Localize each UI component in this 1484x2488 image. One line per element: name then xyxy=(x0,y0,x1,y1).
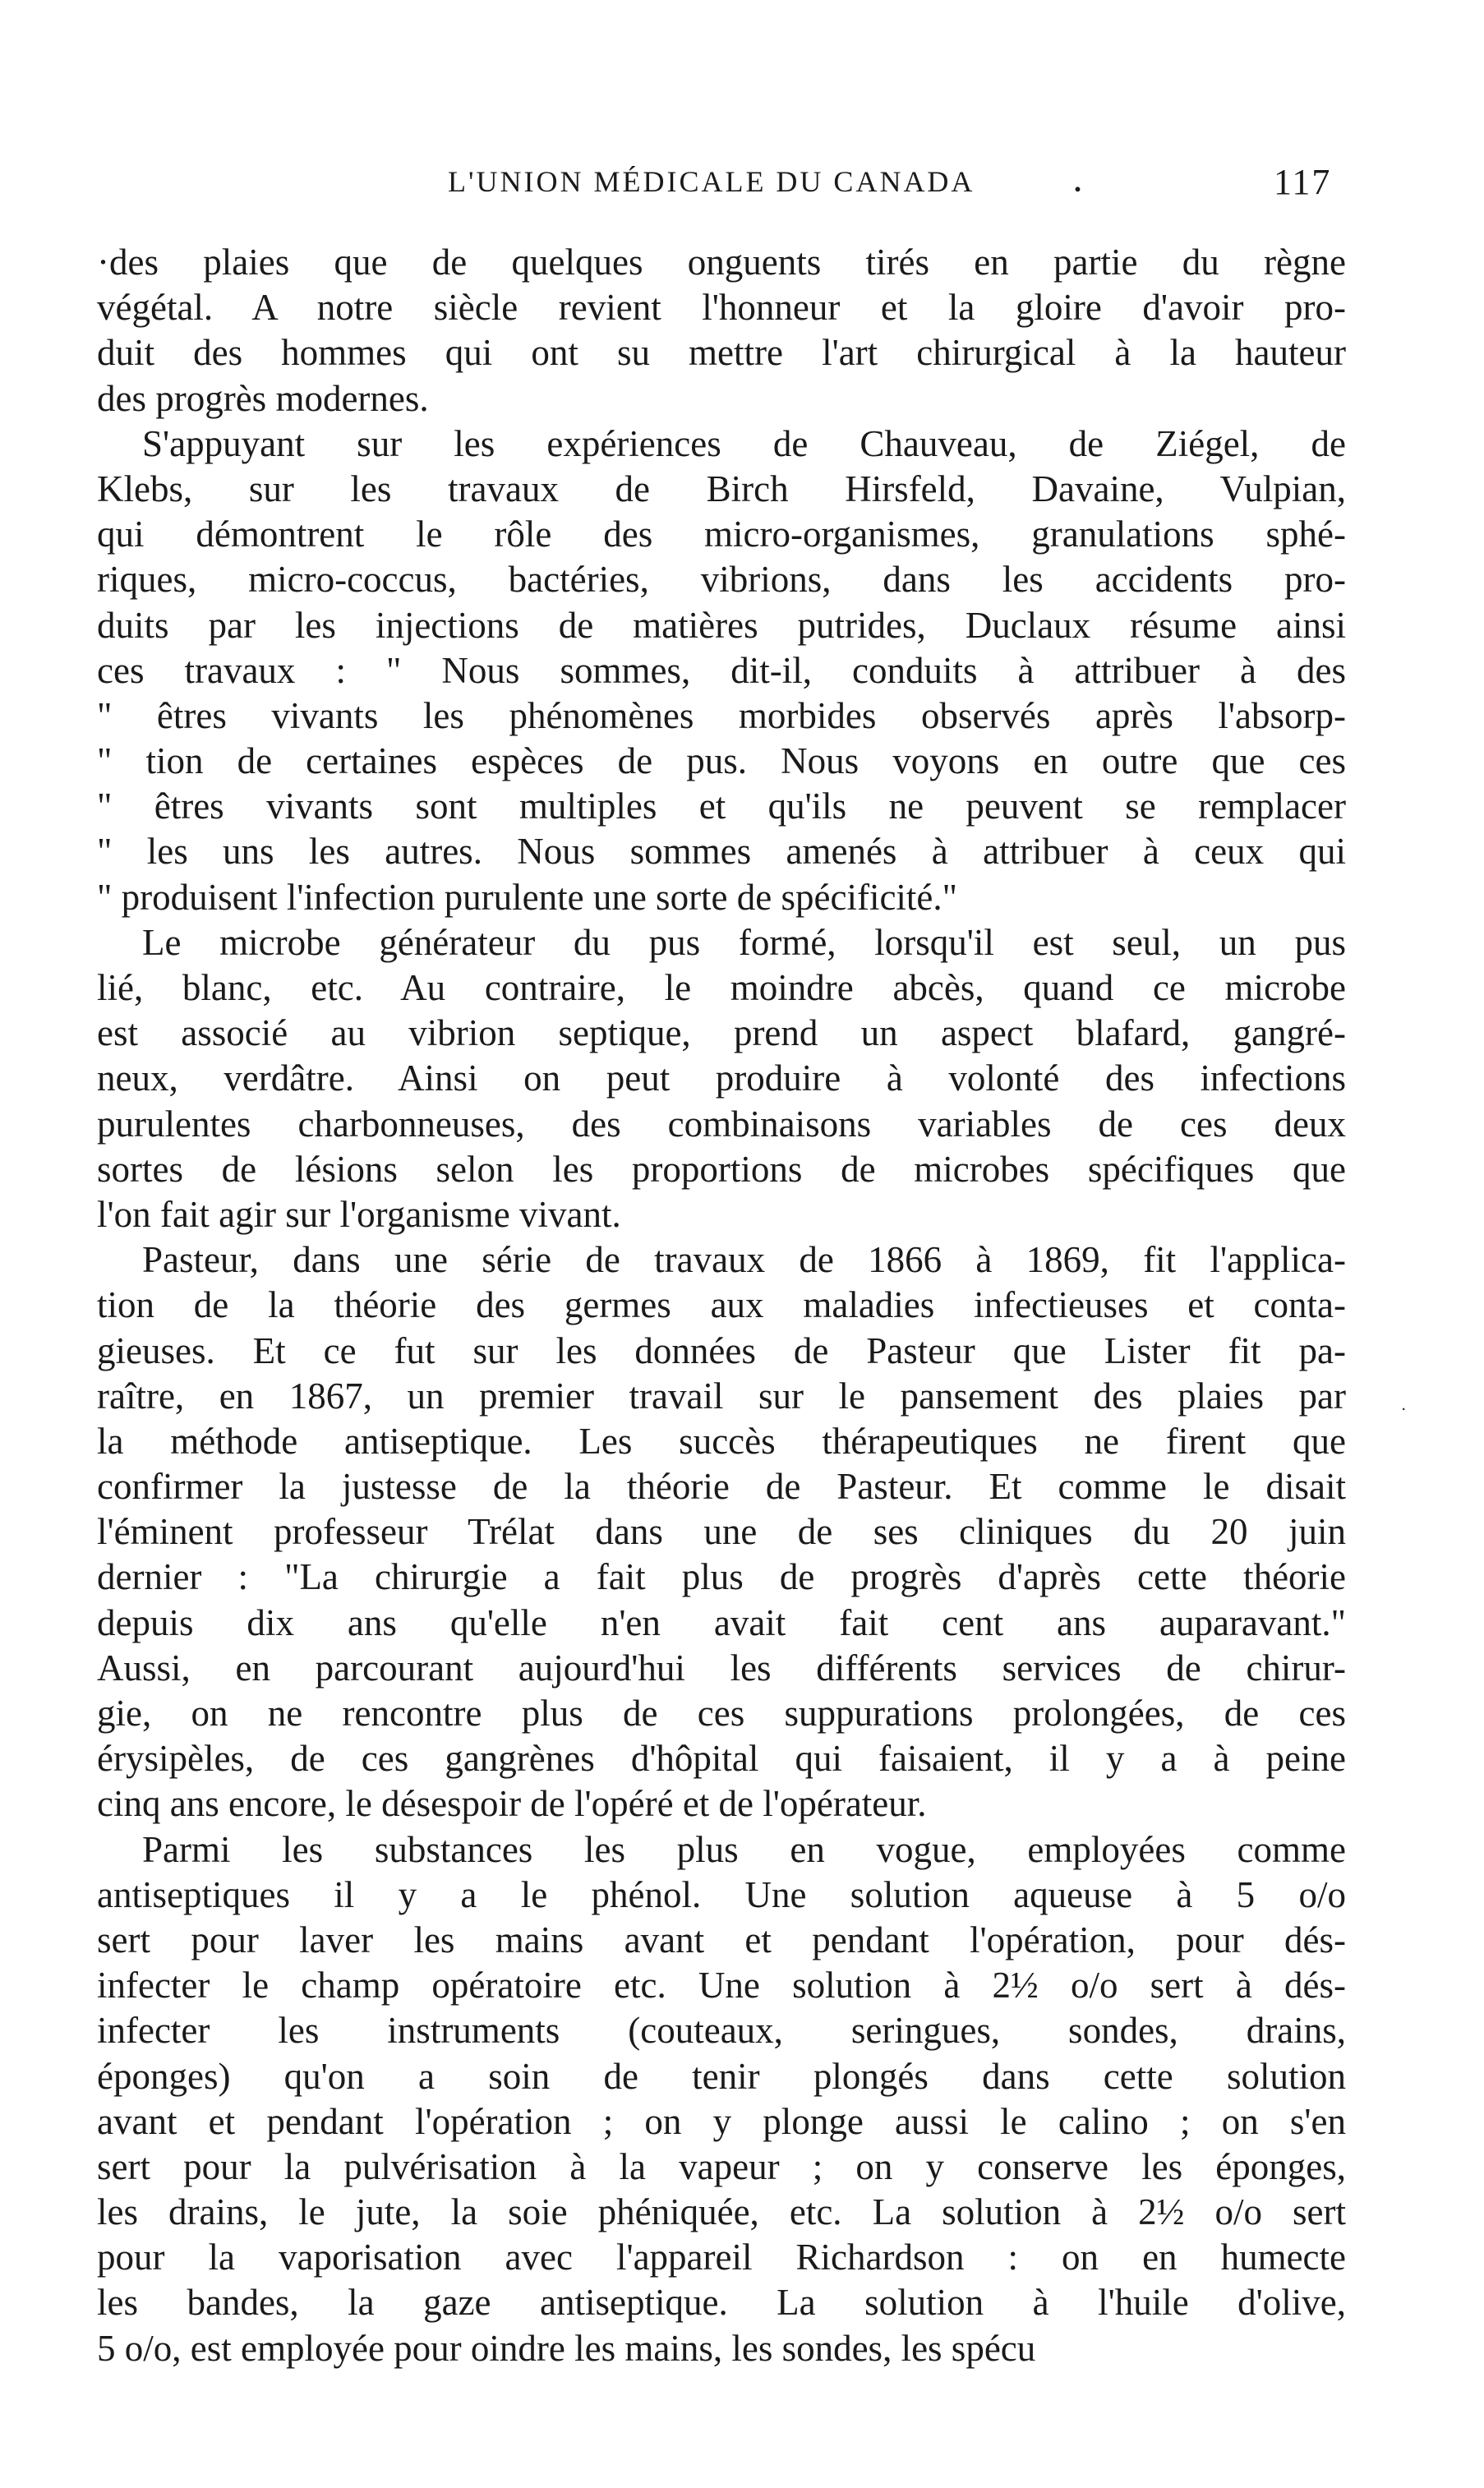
text-line: depuis dix ans qu'elle n'en avait fait cent ans auparavant." xyxy=(97,1601,1346,1643)
text-line: l'on fait agir sur l'organisme vivant. xyxy=(97,1193,621,1235)
text-line: érysipèles, de ces gangrènes d'hôpital qui faisaient, il y a à peine xyxy=(97,1738,1346,1780)
text-line: tion de la théorie des germes aux maladies infectieuses et conta- xyxy=(97,1284,1346,1326)
text-line: Pasteur, dans une série de travaux de 1866 à 1869, fit l'applica- xyxy=(142,1239,1346,1281)
scan-speck: . xyxy=(1401,1394,1407,1414)
text-line: sert pour la pulvérisation à la vapeur ; on y conserve les éponges, xyxy=(97,2145,1346,2187)
text-line: sortes de lésions selon les proportions de microbes spécifiques que xyxy=(97,1148,1346,1190)
text-line: ·des plaies que de quelques onguents tirés en partie du règne xyxy=(97,242,1346,283)
running-head xyxy=(448,164,1352,214)
text-line: " êtres vivants les phénomènes morbides observés après l'absorp- xyxy=(97,694,1346,736)
text-line: avant et pendant l'opération ; on y plonge aussi le calino ; on s'en xyxy=(97,2100,1346,2142)
text-line: est associé au vibrion septique, prend un aspect blafard, gangré- xyxy=(97,1012,1346,1054)
text-line: confirmer la justesse de la théorie de Pasteur. Et comme le disait xyxy=(97,1466,1346,1508)
text-line: raître, en 1867, un premier travail sur le pansement des plaies par xyxy=(97,1375,1346,1417)
text-line: " les uns les autres. Nous sommes amenés à attribuer à ceux qui xyxy=(97,831,1346,873)
text-line: sert pour laver les mains avant et pendant l'opération, pour dés- xyxy=(97,1919,1346,1960)
text-line: riques, micro-coccus, bactéries, vibrions, dans les accidents pro- xyxy=(97,559,1346,601)
text-line: neux, verdâtre. Ainsi on peut produire à volonté des infections xyxy=(97,1057,1346,1099)
text-line: Klebs, sur les travaux de Birch Hirsfeld, Davaine, Vulpian, xyxy=(97,468,1346,509)
text-line: 5 o/o, est employée pour oindre les mains, les sondes, les spécu xyxy=(97,2327,1036,2369)
text-line: les bandes, la gaze antiseptique. La solution à l'huile d'olive, xyxy=(97,2282,1346,2324)
text-line: duits par les injections de matières putrides, Duclaux résume ainsi xyxy=(97,604,1346,646)
text-line: " tion de certaines espèces de pus. Nous voyons en outre que ces xyxy=(97,740,1346,782)
text-line: la méthode antiseptique. Les succès thérapeutiques ne firent que xyxy=(97,1420,1346,1462)
text-line: S'appuyant sur les expériences de Chauveau, de Ziégel, de xyxy=(142,422,1346,464)
text-line: gieuses. Et ce fut sur les données de Pasteur que Lister fit pa- xyxy=(97,1329,1346,1371)
text-line: Parmi les substances les plus en vogue, employées comme xyxy=(142,1828,1346,1870)
text-line: Aussi, en parcourant aujourd'hui les différents services de chirur- xyxy=(97,1647,1346,1689)
text-line: des progrès modernes. xyxy=(97,377,429,419)
text-line: purulentes charbonneuses, des combinaisons variables de ces deux xyxy=(97,1103,1346,1145)
text-line: infecter le champ opératoire etc. Une solution à 2½ o/o sert à dés- xyxy=(97,1965,1346,2007)
text-line: dernier : "La chirurgie a fait plus de progrès d'après cette théorie xyxy=(97,1556,1346,1598)
text-line: l'éminent professeur Trélat dans une de ses cliniques du 20 juin xyxy=(97,1511,1346,1553)
text-line: lié, blanc, etc. Au contraire, le moindre abcès, quand ce microbe xyxy=(97,967,1346,1008)
page-number: 117 xyxy=(1274,162,1332,202)
text-line: qui démontrent le rôle des micro-organismes, granulations sphé- xyxy=(97,514,1346,555)
text-line: les drains, le jute, la soie phéniquée, etc. La solution à 2½ o/o sert xyxy=(97,2191,1346,2233)
text-line: infecter les instruments (couteaux, seringues, sondes, drains, xyxy=(97,2010,1346,2052)
text-line: pour la vaporisation avec l'appareil Richardson : on en humecte xyxy=(97,2237,1346,2278)
text-line: Le microbe générateur du pus formé, lorsqu'il est seul, un pus xyxy=(142,921,1346,963)
header-separator: . xyxy=(1074,165,1084,198)
text-line: " produisent l'infection purulente une sorte de spécificité." xyxy=(97,876,958,918)
article-body xyxy=(97,240,1346,2371)
text-line: duit des hommes qui ont su mettre l'art chirurgical à la hauteur xyxy=(97,332,1346,374)
text-line: antiseptiques il y a le phénol. Une solution aqueuse à 5 o/o xyxy=(97,1873,1346,1915)
text-line: gie, on ne rencontre plus de ces suppurations prolongées, de ces xyxy=(97,1693,1346,1734)
text-line: éponges) qu'on a soin de tenir plongés dans cette solution xyxy=(97,2055,1346,2097)
text-line: végétal. A notre siècle revient l'honneur et la gloire d'avoir pro- xyxy=(97,287,1346,329)
text-line: " êtres vivants sont multiples et qu'ils ne peuvent se remplacer xyxy=(97,786,1346,827)
journal-title: L'UNION MÉDICALE DU CANADA xyxy=(448,165,975,198)
text-line: cinq ans encore, le désespoir de l'opéré et de l'opérateur. xyxy=(97,1783,927,1825)
text-line: ces travaux : " Nous sommes, dit-il, conduits à attribuer à des xyxy=(97,649,1346,691)
